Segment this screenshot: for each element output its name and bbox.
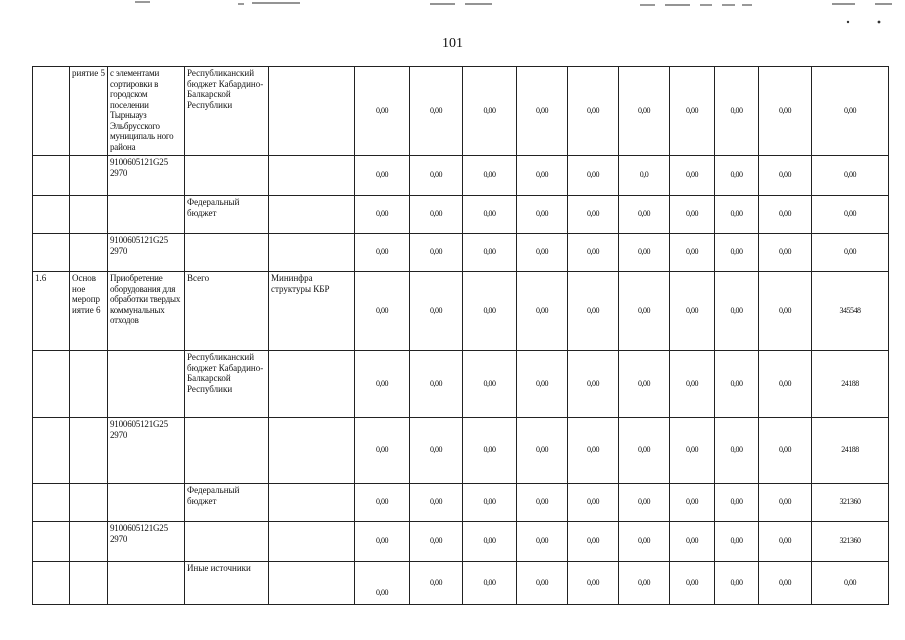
activity-name-cell: с элементами сортировки в городском поселении Тырныауз Эльбрусского муниципаль ного района	[108, 67, 185, 156]
row-number-cell	[33, 562, 70, 605]
activity-label-cell	[70, 196, 108, 234]
value-cell: 0,00	[355, 562, 410, 605]
page-number: 101	[442, 36, 463, 51]
value-cell: 0,00	[463, 234, 517, 272]
executor-cell: Мининфра структуры КБР	[269, 272, 355, 351]
value-cell: 0,00	[463, 418, 517, 484]
value-cell: 0,00	[410, 272, 463, 351]
value-cell: 0,00	[463, 484, 517, 522]
value-cell: 0,00	[517, 234, 568, 272]
value-cell: 321360	[812, 484, 889, 522]
table-row	[33, 562, 889, 605]
funding-source-cell: Республиканский бюджет Кабардино-Балкарской Республики	[185, 351, 269, 418]
value-cell: 0,00	[715, 156, 759, 196]
value-cell: 0,00	[355, 234, 410, 272]
value-cell: 0,00	[759, 484, 812, 522]
activity-name-cell	[108, 562, 185, 605]
value-cell: 0,00	[355, 418, 410, 484]
value-cell: 0,00	[568, 234, 619, 272]
executor-cell	[269, 156, 355, 196]
table-row	[33, 272, 889, 351]
funding-source-cell: Всего	[185, 272, 269, 351]
activity-name-cell: 9100605121G25 2970	[108, 418, 185, 484]
activity-name-cell	[108, 196, 185, 234]
value-cell: 0,00	[568, 67, 619, 156]
table-row	[33, 484, 889, 522]
value-cell: 0,00	[812, 562, 889, 605]
activity-label-cell: Основ ное меропр иятие 6	[70, 272, 108, 351]
value-cell: 0,00	[517, 522, 568, 562]
activity-label-cell	[70, 351, 108, 418]
activity-label-cell	[70, 522, 108, 562]
value-cell: 0,00	[410, 562, 463, 605]
value-cell: 0,00	[619, 522, 670, 562]
row-number-cell	[33, 351, 70, 418]
value-cell: 0,00	[715, 196, 759, 234]
value-cell: 0,00	[517, 562, 568, 605]
value-cell: 0,00	[812, 234, 889, 272]
funding-source-cell	[185, 522, 269, 562]
row-number-cell	[33, 234, 70, 272]
value-cell: 0,00	[568, 484, 619, 522]
value-cell: 0,00	[355, 272, 410, 351]
row-number-cell	[33, 418, 70, 484]
executor-cell	[269, 418, 355, 484]
value-cell: 0,00	[410, 418, 463, 484]
value-cell: 0,00	[568, 522, 619, 562]
funding-source-cell: Республиканский бюджет Кабардино-Балкарской Республики	[185, 67, 269, 156]
value-cell: 0,00	[410, 484, 463, 522]
value-cell: 0,00	[463, 351, 517, 418]
value-cell: 0,00	[410, 351, 463, 418]
value-cell: 0,00	[759, 418, 812, 484]
table-row	[33, 156, 889, 196]
funding-source-cell	[185, 418, 269, 484]
value-cell: 0,00	[619, 272, 670, 351]
value-cell: 24188	[812, 418, 889, 484]
funding-source-cell: Федеральный бюджет	[185, 484, 269, 522]
value-cell: 0,00	[812, 196, 889, 234]
value-cell: 0,00	[715, 562, 759, 605]
value-cell: 0,00	[410, 67, 463, 156]
value-cell: 345548	[812, 272, 889, 351]
value-cell: 0,00	[355, 156, 410, 196]
value-cell: 0,00	[463, 196, 517, 234]
value-cell: 0,00	[463, 272, 517, 351]
value-cell: 0,00	[410, 196, 463, 234]
executor-cell	[269, 67, 355, 156]
value-cell: 0,00	[812, 156, 889, 196]
value-cell: 0,00	[463, 522, 517, 562]
value-cell: 0,00	[410, 522, 463, 562]
activity-label-cell	[70, 418, 108, 484]
value-cell: 0,00	[568, 156, 619, 196]
value-cell: 0,00	[670, 484, 715, 522]
value-cell: 0,00	[517, 484, 568, 522]
value-cell: 0,00	[619, 234, 670, 272]
value-cell: 0,0	[619, 156, 670, 196]
value-cell: 0,00	[812, 67, 889, 156]
value-cell: 24188	[812, 351, 889, 418]
value-cell: 0,00	[517, 196, 568, 234]
executor-cell	[269, 234, 355, 272]
value-cell: 0,00	[355, 351, 410, 418]
value-cell: 0,00	[670, 272, 715, 351]
activity-label-cell	[70, 234, 108, 272]
table-row	[33, 196, 889, 234]
value-cell: 0,00	[670, 522, 715, 562]
value-cell: 0,00	[670, 562, 715, 605]
row-number-cell	[33, 67, 70, 156]
executor-cell	[269, 351, 355, 418]
value-cell: 0,00	[715, 484, 759, 522]
activity-name-cell	[108, 484, 185, 522]
value-cell: 0,00	[568, 272, 619, 351]
row-number-cell	[33, 484, 70, 522]
table-row	[33, 418, 889, 484]
activity-name-cell: 9100605121G25 2970	[108, 522, 185, 562]
activity-name-cell: 9100605121G25 2970	[108, 156, 185, 196]
value-cell: 0,00	[568, 196, 619, 234]
value-cell: 0,00	[568, 562, 619, 605]
value-cell: 0,00	[355, 196, 410, 234]
activity-name-cell: 9100605121G25 2970	[108, 234, 185, 272]
value-cell: 0,00	[670, 196, 715, 234]
funding-source-cell: Иные источники	[185, 562, 269, 605]
budget-table	[32, 66, 889, 605]
executor-cell	[269, 196, 355, 234]
table-row	[33, 522, 889, 562]
value-cell: 0,00	[759, 234, 812, 272]
table-row	[33, 351, 889, 418]
value-cell: 0,00	[568, 418, 619, 484]
executor-cell	[269, 522, 355, 562]
value-cell: 0,00	[715, 522, 759, 562]
row-number-cell	[33, 522, 70, 562]
row-number-cell	[33, 156, 70, 196]
value-cell: 0,00	[463, 156, 517, 196]
value-cell: 0,00	[715, 351, 759, 418]
row-number-cell	[33, 196, 70, 234]
activity-label-cell	[70, 156, 108, 196]
value-cell: 0,00	[355, 484, 410, 522]
executor-cell	[269, 484, 355, 522]
activity-name-cell: Приобретение оборудования для обработки твердых коммунальных отходов	[108, 272, 185, 351]
executor-cell	[269, 562, 355, 605]
activity-label-cell	[70, 562, 108, 605]
table-row	[33, 67, 889, 156]
value-cell: 0,00	[670, 67, 715, 156]
value-cell: 0,00	[759, 196, 812, 234]
activity-label-cell: риятие 5	[70, 67, 108, 156]
value-cell: 0,00	[355, 522, 410, 562]
value-cell: 0,00	[619, 351, 670, 418]
value-cell: 0,00	[410, 234, 463, 272]
value-cell: 0,00	[517, 351, 568, 418]
value-cell: 0,00	[759, 351, 812, 418]
activity-label-cell	[70, 484, 108, 522]
value-cell: 0,00	[619, 196, 670, 234]
value-cell: 0,00	[517, 156, 568, 196]
scan-artifact-marks	[0, 0, 905, 30]
value-cell: 0,00	[355, 67, 410, 156]
value-cell: 0,00	[517, 272, 568, 351]
value-cell: 0,00	[670, 156, 715, 196]
value-cell: 0,00	[619, 484, 670, 522]
value-cell: 0,00	[463, 67, 517, 156]
value-cell: 0,00	[670, 418, 715, 484]
value-cell: 0,00	[619, 562, 670, 605]
value-cell: 0,00	[715, 272, 759, 351]
value-cell: 0,00	[517, 418, 568, 484]
value-cell: 0,00	[759, 272, 812, 351]
value-cell: 0,00	[759, 67, 812, 156]
value-cell: 0,00	[759, 562, 812, 605]
value-cell: 321360	[812, 522, 889, 562]
value-cell: 0,00	[517, 67, 568, 156]
funding-source-cell	[185, 234, 269, 272]
value-cell: 0,00	[568, 351, 619, 418]
value-cell: 0,00	[463, 562, 517, 605]
row-number-cell: 1.6	[33, 272, 70, 351]
value-cell: 0,00	[619, 418, 670, 484]
value-cell: 0,00	[670, 234, 715, 272]
funding-source-cell	[185, 156, 269, 196]
activity-name-cell	[108, 351, 185, 418]
value-cell: 0,00	[759, 522, 812, 562]
value-cell: 0,00	[759, 156, 812, 196]
table-row	[33, 234, 889, 272]
value-cell: 0,00	[410, 156, 463, 196]
value-cell: 0,00	[670, 351, 715, 418]
value-cell: 0,00	[715, 234, 759, 272]
funding-source-cell: Федеральный бюджет	[185, 196, 269, 234]
value-cell: 0,00	[715, 418, 759, 484]
value-cell: 0,00	[619, 67, 670, 156]
value-cell: 0,00	[715, 67, 759, 156]
